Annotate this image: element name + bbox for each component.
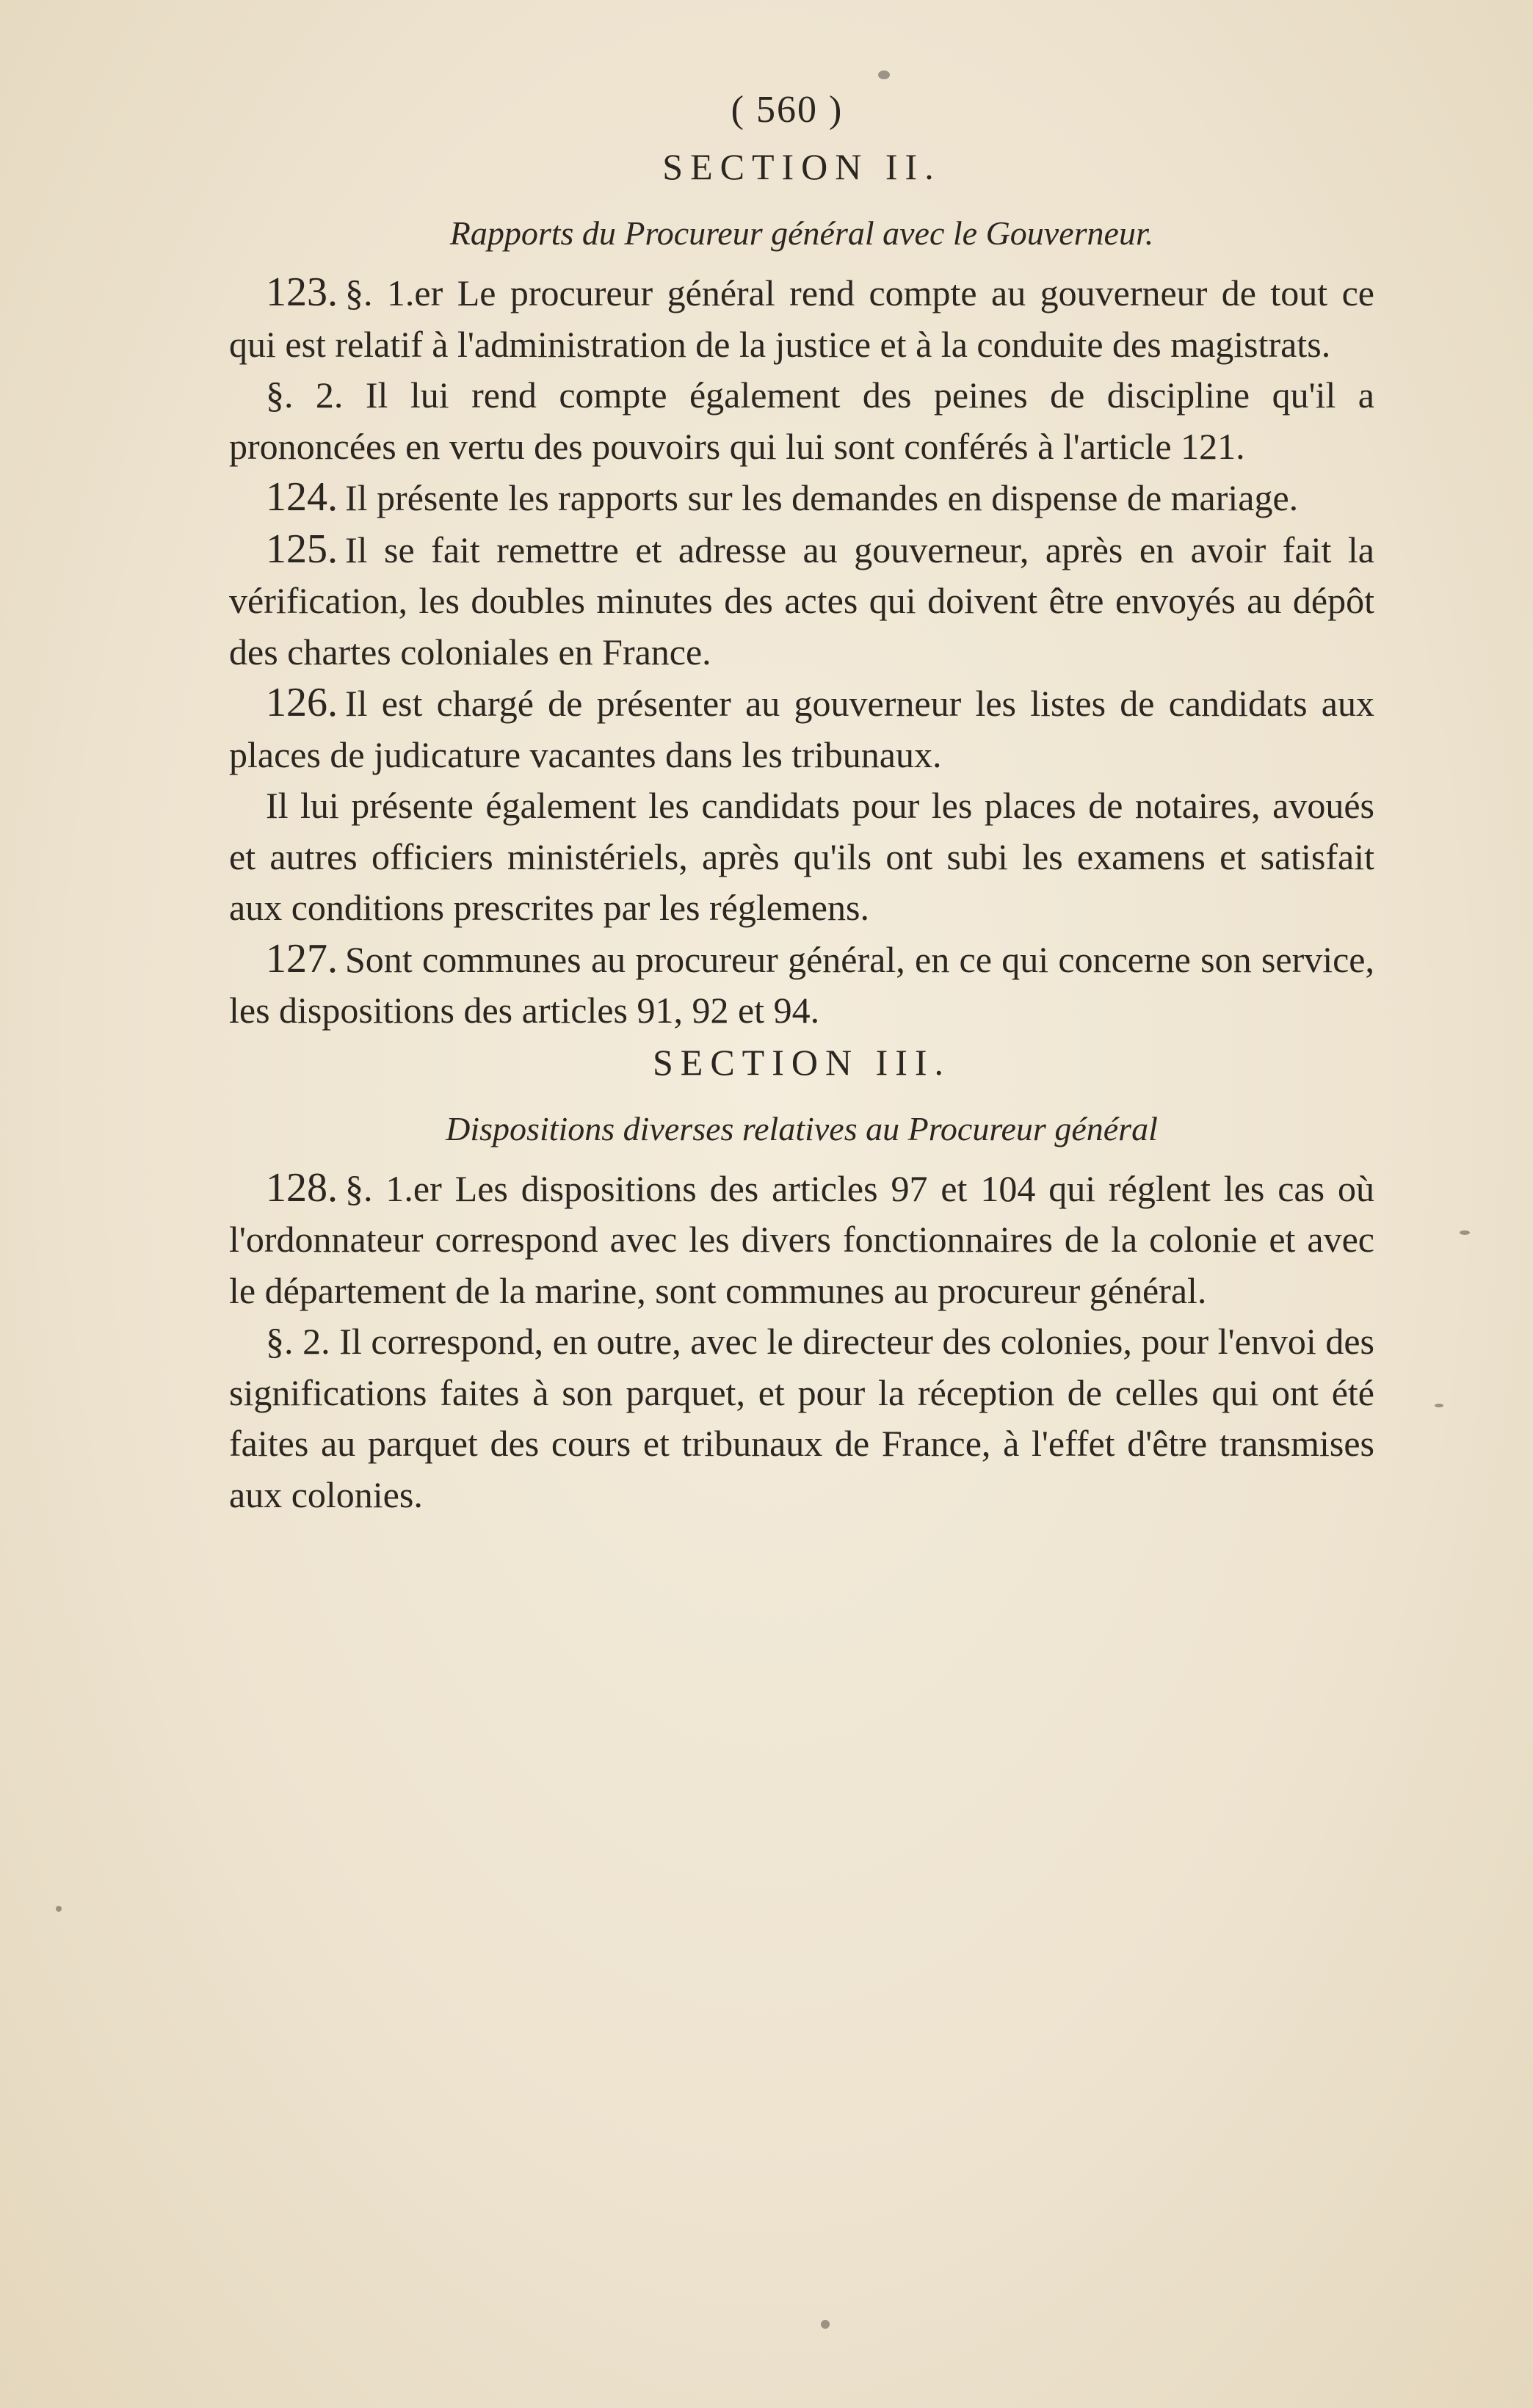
section-heading: SECTION III.: [652, 1041, 952, 1083]
article-text: §. 1.er Le procureur général rend compte au gouverneur de tout ce qui est relatif à l'administration de la justice et à la conduite des magistrats.: [229, 272, 1374, 365]
article-number: 123.: [266, 269, 338, 315]
article-text: §. 1.er Les dispositions des articles 97 et 104 qui réglent les cas où l'ordonnateur correspond avec les divers fonctionnaires de la colonie et avec le département de la marine, sont communes au procureur général.: [229, 1167, 1374, 1311]
article-number: 126.: [266, 680, 338, 725]
article-paragraph: [229, 1316, 1374, 1520]
paper-speck: [56, 1906, 62, 1912]
article-text: §. 2. Il correspond, en outre, avec le directeur des colonies, pour l'envoi des significations faites à son parquet, et pour la réception de celles qui ont été faites au parquet des cours et tribunaux de France, à l'effet d'être transmises aux colonies.: [229, 1321, 1374, 1515]
section-heading: SECTION II.: [662, 146, 941, 187]
article-paragraph: [229, 472, 1374, 524]
article-text: §. 2. Il lui rend compte également des peines de discipline qu'il a prononcées en vertu des pouvoirs qui lui sont conférés à l'article 121.: [229, 374, 1374, 467]
article-number: 124.: [266, 474, 338, 520]
article-paragraph: [229, 524, 1374, 678]
article-number: 125.: [266, 526, 338, 572]
article-number: 127.: [266, 935, 338, 982]
article-paragraph: [229, 370, 1374, 472]
article-paragraph: [229, 1163, 1374, 1317]
article-text: Il est chargé de présenter au gouverneur les listes de candidats aux places de judicature vacantes dans les tribunaux.: [229, 683, 1374, 775]
article-number: 128.: [266, 1164, 338, 1211]
article-paragraph: [229, 780, 1374, 934]
section-subtitle: Rapports du Procureur général avec le Gouverneur.: [449, 214, 1154, 252]
paper-speck: [1460, 1230, 1470, 1235]
article-text: Il se fait remettre et adresse au gouverneur, après en avoir fait la vérification, les doubles minutes des actes qui doivent être envoyés au dépôt des chartes coloniales en France.: [229, 529, 1374, 672]
paper-speck: [1435, 1404, 1443, 1407]
article-text: Il présente les rapports sur les demandes en dispense de mariage.: [345, 477, 1299, 518]
article-paragraph: [229, 934, 1374, 1037]
article-paragraph: [229, 678, 1374, 780]
article-text: Il lui présente également les candidats pour les places de notaires, avoués et autres officiers ministériels, après qu'ils ont subi les examens et satisfait aux conditions prescrites par les réglemens.: [229, 785, 1374, 928]
paper-speck: [821, 2320, 830, 2329]
article-paragraph: [229, 267, 1374, 370]
page-number: ( 560 ): [731, 89, 844, 131]
paper-speck: [878, 70, 890, 79]
article-text: Sont communes au procureur général, en ce qui concerne son service, les dispositions des articles 91, 92 et 94.: [229, 938, 1374, 1031]
text-block: [229, 88, 1374, 1520]
section-subtitle: Dispositions diverses relatives au Procureur général: [446, 1109, 1158, 1147]
